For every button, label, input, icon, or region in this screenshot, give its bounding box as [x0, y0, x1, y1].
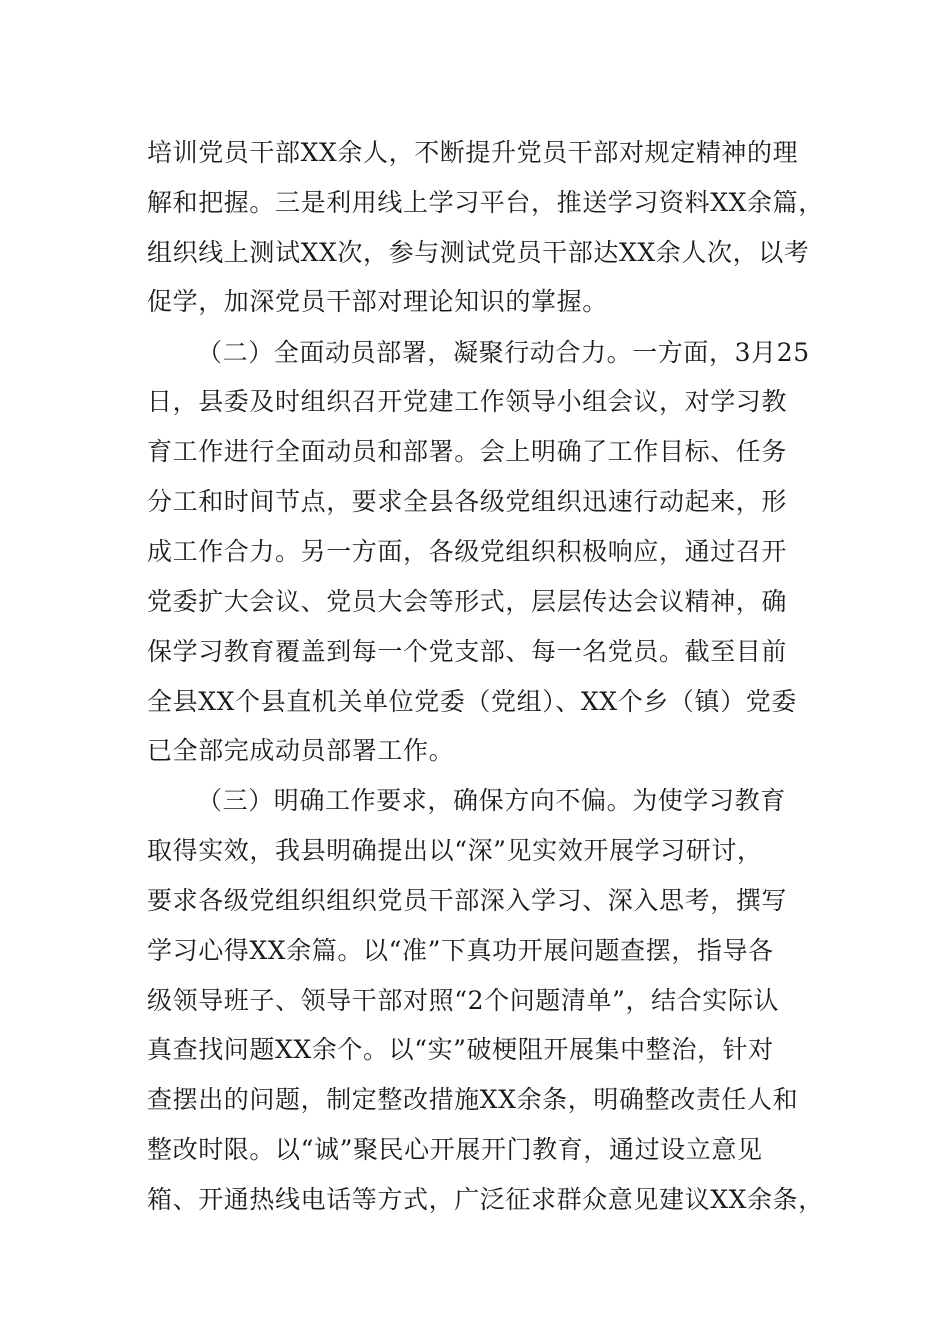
text-line-22: 箱、开通热线电话等方式，广泛征求群众意见建议XX余条， — [147, 1185, 824, 1214]
text-line-21: 整改时限。以“诚”聚民心开展开门教育，通过设立意见 — [147, 1135, 763, 1164]
text-line-2: 解和把握。三是利用线上学习平台，推送学习资料XX余篇， — [147, 188, 824, 217]
text-line-8: 分工和时间节点，要求全县各级党组织迅速行动起来，形 — [147, 487, 788, 516]
text-line-4: 促学，加深党员干部对理论知识的掌握。 — [147, 287, 608, 316]
text-line-7: 育工作进行全面动员和部署。会上明确了工作目标、任务 — [147, 437, 788, 466]
text-line-6: 日，县委及时组织召开党建工作领导小组会议，对学习教 — [147, 387, 788, 416]
text-line-18: 级领导班子、领导干部对照“2个问题清单”，结合实际认 — [147, 986, 780, 1015]
text-line-19: 真查找问题XX余个。以“实”破梗阻开展集中整治，针对 — [147, 1035, 774, 1064]
text-line-10: 党委扩大会议、党员大会等形式，层层传达会议精神，确 — [147, 587, 788, 616]
text-line-12: 全县XX个县直机关单位党委（党组）、XX个乡（镇）党委 — [147, 687, 797, 716]
text-line-11: 保学习教育覆盖到每一个党支部、每一名党员。截至目前 — [147, 637, 788, 666]
section-three-heading-line: （三）明确工作要求，确保方向不偏。为使学习教育 — [197, 786, 786, 815]
text-line-20: 查摆出的问题，制定整改措施XX余条，明确整改责任人和 — [147, 1085, 799, 1114]
text-line-9: 成工作合力。另一方面，各级党组织积极响应，通过召开 — [147, 537, 788, 566]
section-two-heading-line: （二）全面动员部署，凝聚行动合力。一方面，3月25 — [197, 338, 810, 367]
text-line-3: 组织线上测试XX次，参与测试党员干部达XX余人次，以考 — [147, 238, 810, 267]
text-line-17: 学习心得XX余篇。以“准”下真功开展问题查摆，指导各 — [147, 936, 774, 965]
text-line-16: 要求各级党组织组织党员干部深入学习、深入思考，撰写 — [147, 886, 788, 915]
text-line-1: 培训党员干部XX余人，不断提升党员干部对规定精神的理 — [147, 138, 799, 167]
text-line-13: 已全部完成动员部署工作。 — [147, 736, 455, 765]
text-line-15: 取得实效，我县明确提出以“深”见实效开展学习研讨， — [147, 836, 763, 865]
